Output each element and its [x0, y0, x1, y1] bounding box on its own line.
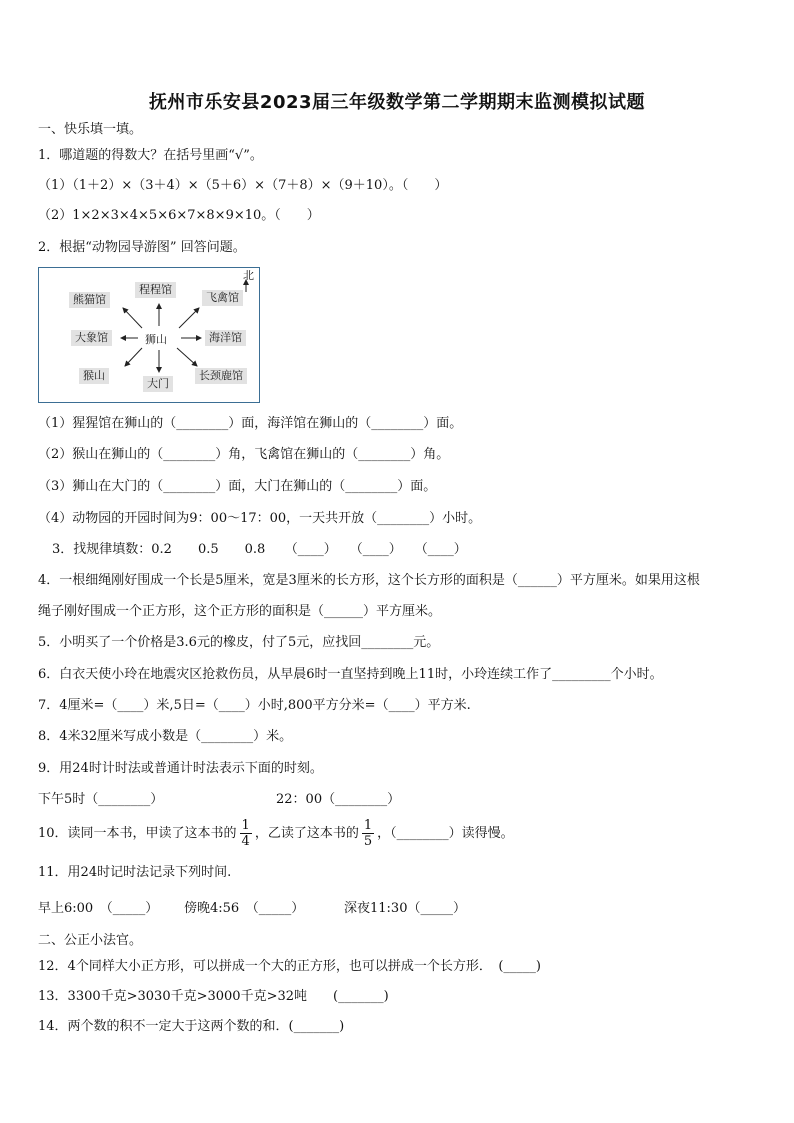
question-1-stem: 1．哪道题的得数大？在括号里画“√”。 [38, 148, 263, 163]
question-4-line-2: 绳子刚好围成一个正方形，这个正方形的面积是（______）平方厘米。 [38, 604, 442, 619]
question-11-b: 傍晚4:56 （_____） [184, 901, 305, 916]
question-8: 8．4米32厘米写成小数是（________）米。 [38, 729, 293, 744]
question-7: 7．4厘米=（____）米,5日=（____）小时,800平方分米=（____）平方米. [38, 698, 471, 713]
question-14: 14．两个数的积不一定大于这两个数的和．(_______) [38, 1019, 345, 1034]
map-box-daxiang: 大象馆 [71, 330, 112, 346]
arrow-to-houshan [125, 348, 142, 366]
arrow-to-changjinglu [177, 348, 197, 366]
map-center-shishan: 狮山 [145, 333, 167, 346]
page-title: 抚州市乐安县2023届三年级数学第二学期期末监测模拟试题 [148, 92, 646, 113]
question-9-b: 22：00（________） [276, 792, 401, 807]
fraction-one-quarter: $\frac{1}{4}$ [241, 818, 250, 849]
question-10 [38, 818, 514, 849]
question-2-stem: 2．根据“动物园导游图” 回答问题。 [38, 240, 246, 255]
map-box-houshan: 猴山 [79, 368, 109, 384]
question-5: 5．小明买了一个价格是3.6元的橡皮，付了5元，应找回________元。 [38, 635, 440, 650]
question-4-line-1: 4．一根细绳刚好围成一个长是5厘米，宽是3厘米的长方形，这个长方形的面积是（______）平方厘米。如果用这根 [38, 573, 700, 588]
question-9-a: 下午5时（________） [38, 792, 164, 807]
question-11-a: 早上6:00 （_____） [38, 901, 159, 916]
zoo-map-diagram [38, 267, 260, 403]
question-11-stem: 11．用24时记时法记录下列时间. [38, 865, 232, 880]
arrow-to-xiongmao [123, 308, 142, 328]
question-6: 6．白衣天使小玲在地震灾区抢救伤员，从早晨6时一直坚持到晚上11时，小玲连续工作了_________个小时。 [38, 667, 663, 682]
question-10-post: ，（________）读得慢。 [377, 826, 514, 841]
map-box-changjinglu: 长颈鹿馆 [195, 368, 247, 384]
question-10-mid: ，乙读了这本书的 [254, 826, 359, 841]
north-label: 北 [243, 269, 254, 282]
section-heading-1: 一、快乐填一填。 [38, 122, 143, 137]
question-2-part-2: （2）猴山在狮山的（________）角，飞禽馆在狮山的（________）角。 [38, 447, 450, 462]
question-11-c: 深夜11:30（_____） [344, 901, 466, 916]
map-box-feiqin: 飞禽馆 [202, 290, 243, 306]
question-2-part-1: （1）猩猩馆在狮山的（________）面，海洋馆在狮山的（________）面。 [38, 416, 463, 431]
map-box-chengcheng: 程程馆 [135, 282, 176, 298]
map-box-damen: 大门 [143, 376, 173, 392]
question-9-stem: 9．用24时计时法或普通计时法表示下面的时刻。 [38, 761, 323, 776]
question-13: 13．3300千克>3030千克>3000千克>32吨 (_______) [38, 989, 389, 1004]
question-1-part-1: （1）（1＋2）×（3＋4）×（5＋6）×（7＋8）×（9＋10）。（ ） [38, 178, 448, 193]
map-box-haiyang: 海洋馆 [205, 330, 246, 346]
question-3: 3．找规律填数：0.2 0.5 0.8 （____） （____） （____） [52, 542, 467, 557]
question-12: 12．4个同样大小正方形，可以拼成一个大的正方形，也可以拼成一个长方形． (_____) [38, 959, 541, 974]
question-1-part-2: （2）1×2×3×4×5×6×7×8×9×10。（ ） [38, 208, 320, 223]
arrow-to-feiqin [179, 308, 199, 328]
question-2-part-3: （3）狮山在大门的（________）面，大门在狮山的（________）面。 [38, 479, 437, 494]
map-box-xiongmao: 熊猫馆 [69, 292, 110, 308]
question-10-pre: 10．读同一本书，甲读了这本书的 [38, 826, 237, 841]
question-2-part-4: （4）动物园的开园时间为9：00～17：00，一天共开放（________）小时。 [38, 511, 482, 526]
fraction-one-fifth: $\frac{1}{5}$ [363, 818, 373, 849]
section-heading-2: 二、公正小法官。 [38, 933, 143, 948]
